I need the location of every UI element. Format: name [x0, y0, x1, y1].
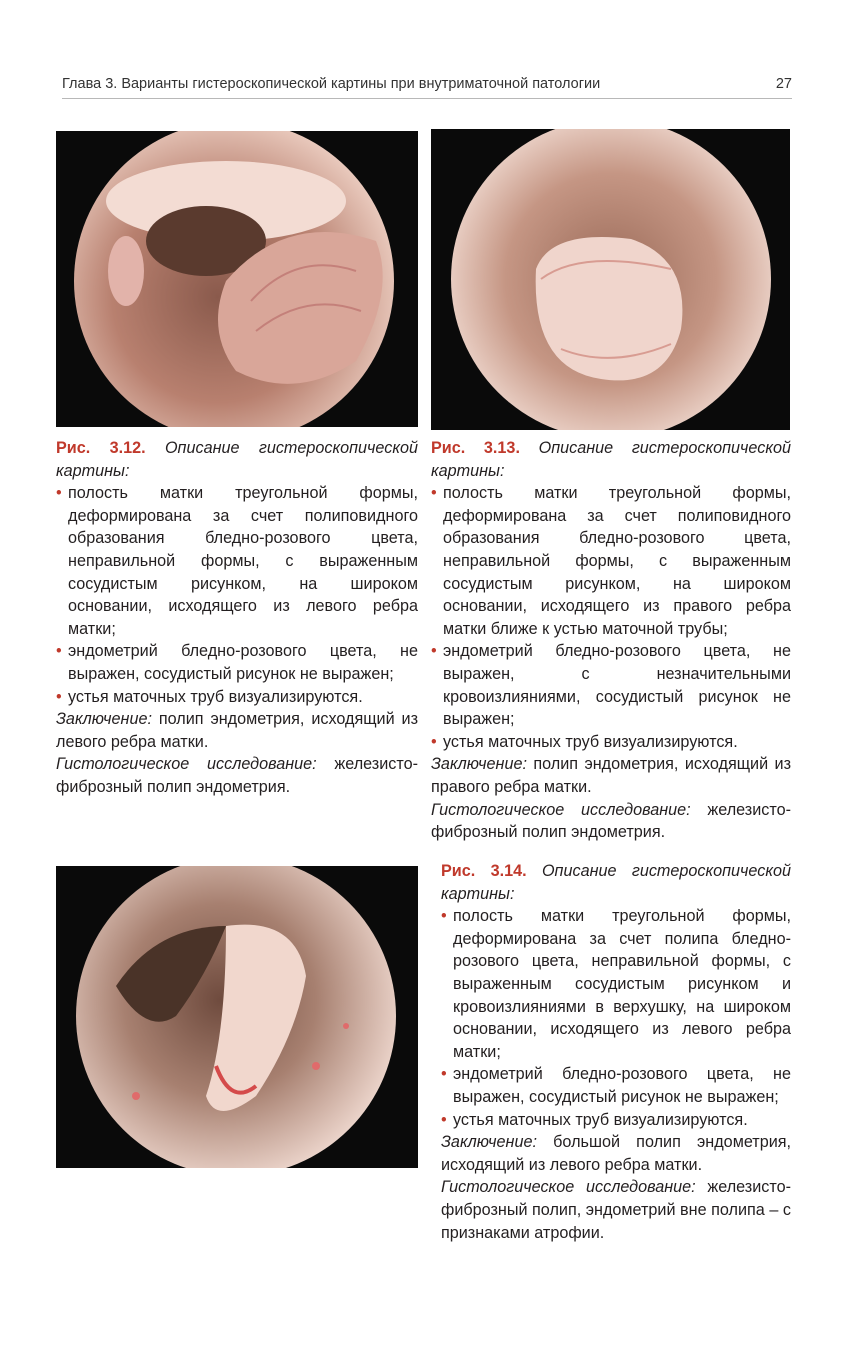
- figure-number: Рис. 3.13.: [431, 439, 520, 457]
- figure-3-14-photo: [56, 866, 418, 1168]
- list-item: • устья маточных труб визуализируются.: [56, 686, 418, 709]
- figure-title: [56, 437, 418, 482]
- figure-3-13-photo: [431, 129, 790, 430]
- figure-3-14-caption: [441, 860, 791, 1244]
- description-list: [441, 905, 791, 1131]
- figure-3-12-photo: [56, 131, 418, 427]
- list-item: • полость матки треугольной формы, деформирована за счет полиповидного образования бледно-розового цвета, неправильной формы, с выраженным сосудистым рисунком, на широком основании, исходящего из левого ребра матки;: [56, 482, 418, 640]
- figure-number: Рис. 3.12.: [56, 439, 146, 457]
- histology-label: Гистологическое исследование:: [441, 1178, 696, 1197]
- figure-title: [431, 437, 791, 482]
- histology: [431, 799, 791, 844]
- conclusion-text: полип эндометрия, исходящий из левого ребра матки.: [56, 710, 418, 751]
- chapter-title: Глава 3. Варианты гистероскопической картины при внутриматочной патологии: [62, 76, 601, 92]
- list-item: • полость матки треугольной формы, деформирована за счет полиповидного образования бледно-розового цвета, неправильной формы, с выраженным сосудистым рисунком, на широком основании, исходящего из правого ребра матки ближе к устью маточной трубы;: [431, 482, 791, 640]
- conclusion-text: большой полип эндометрия, исходящий из левого ребра матки.: [441, 1133, 792, 1174]
- histology-label: Гистологическое исследование:: [56, 755, 317, 774]
- histology-label: Гистологическое исследование:: [431, 800, 691, 819]
- list-item: • устья маточных труб визуализируются.: [441, 1109, 791, 1132]
- conclusion: [431, 753, 791, 798]
- conclusion: [441, 1131, 791, 1176]
- conclusion: [56, 708, 418, 753]
- figure-number: Рис. 3.14.: [441, 862, 527, 880]
- histology-text: железисто-фиброзный полип эндометрия.: [431, 800, 791, 842]
- conclusion-text: полип эндометрия, исходящий из правого ребра матки.: [431, 755, 791, 796]
- list-item: • устья маточных труб визуализируются.: [431, 731, 791, 754]
- list-item: • эндометрий бледно-розового цвета, не выражен, сосудистый рисунок не выражен;: [56, 640, 418, 685]
- description-list: [56, 482, 418, 708]
- list-item: • полость матки треугольной формы, деформирована за счет полипа бледно-розового цвета, неправильной формы, с выраженным сосудистым рисунком и кровоизлияниями в верхушку, на широком основании, исходящего из левого ребра матки;: [441, 905, 791, 1063]
- conclusion-label: Заключение:: [441, 1133, 537, 1152]
- figure-title: [441, 860, 791, 905]
- figure-description: Описание гистероскопической картины:: [431, 439, 791, 480]
- conclusion-label: Заключение:: [56, 710, 152, 729]
- histology: [441, 1176, 791, 1244]
- running-header: [62, 74, 792, 99]
- figure-description: Описание гистероскопической картины:: [56, 439, 418, 480]
- figure-description: Описание гистероскопической картины:: [441, 862, 791, 903]
- histology-text: железисто-фиброзный полип, эндометрий вне полипа – с признаками атрофии.: [441, 1178, 791, 1242]
- histology: [56, 753, 418, 798]
- page-number: 27: [775, 76, 792, 92]
- description-list: [431, 482, 791, 753]
- list-item: • эндометрий бледно-розового цвета, не выражен, с незначительными кровоизлияниями, сосудистый рисунок не выражен;: [431, 640, 791, 730]
- figure-3-13-caption: [431, 437, 791, 844]
- conclusion-label: Заключение:: [431, 755, 527, 774]
- histology-text: железисто-фиброзный полип эндометрия.: [56, 755, 418, 796]
- figure-3-12-caption: [56, 437, 418, 799]
- list-item: • эндометрий бледно-розового цвета, не выражен, сосудистый рисунок не выражен;: [441, 1063, 791, 1108]
